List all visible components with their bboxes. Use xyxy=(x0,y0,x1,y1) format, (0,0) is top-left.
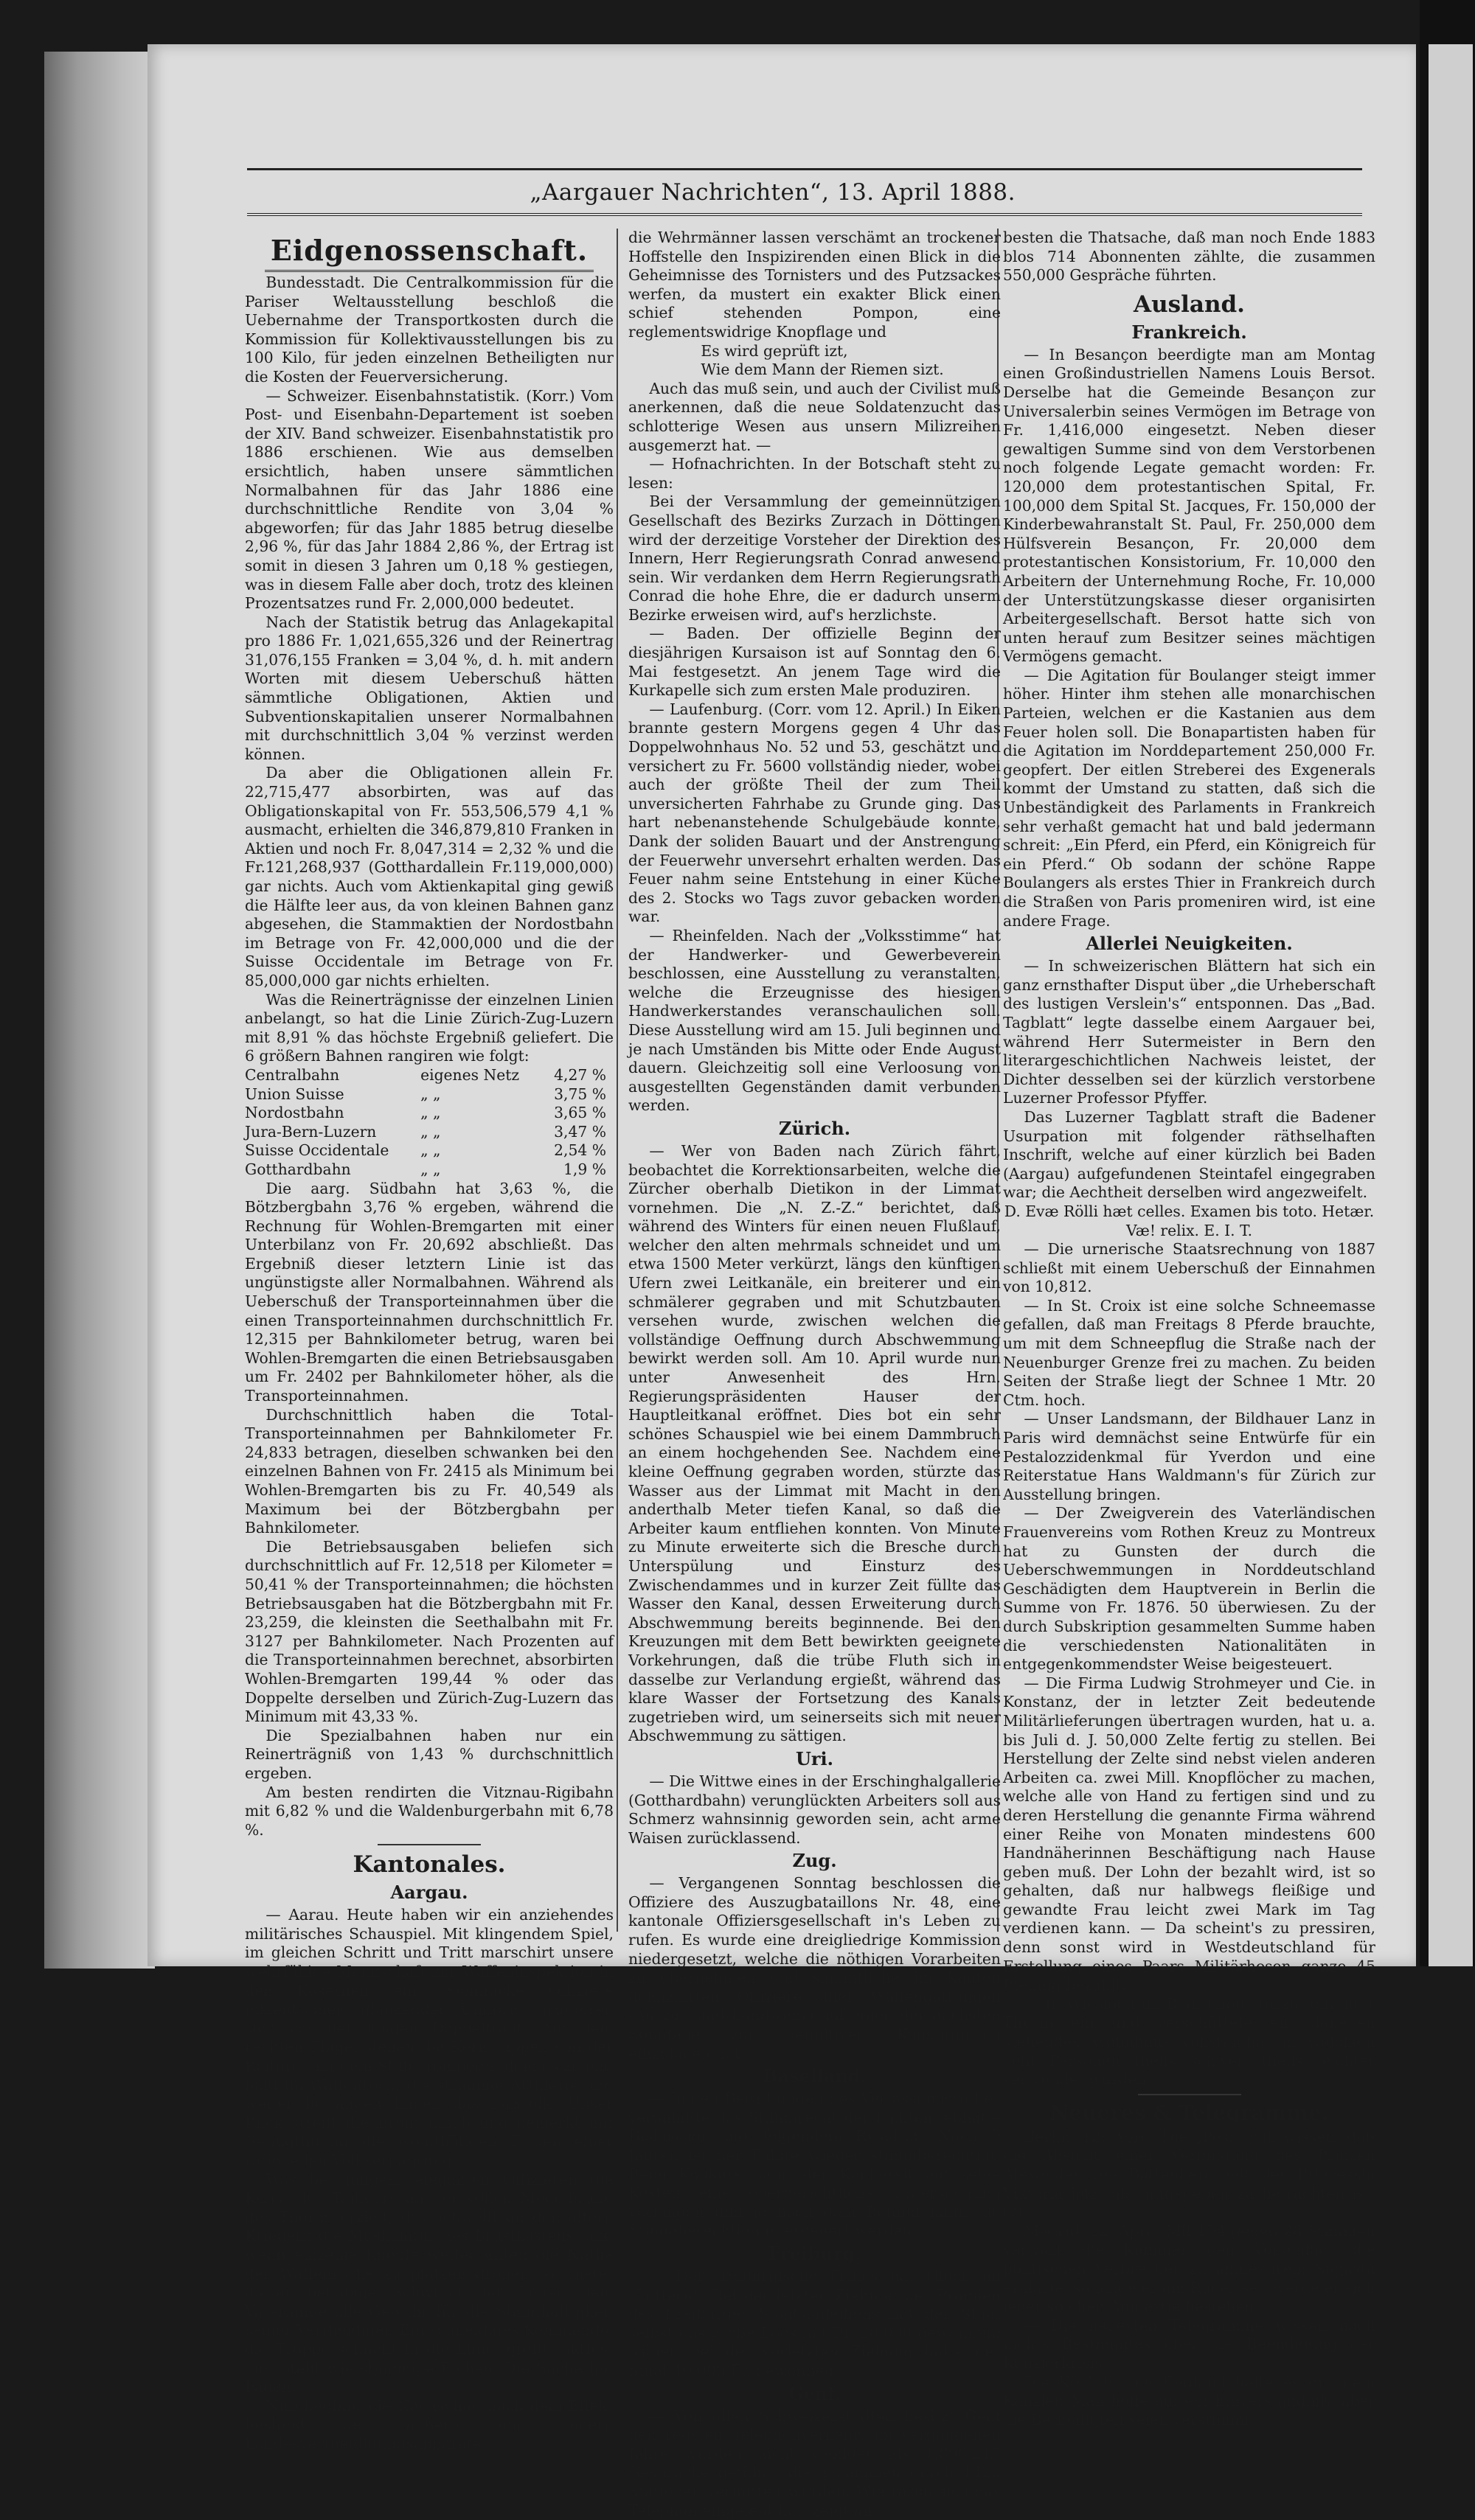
article-paragraph: — Der freiburgische Fiskus hat Glück im „Lottern“. Bei der letzten Ziehung der Prämien des Freiburger Staatsanleihens hat der Staat selbst das große Loos mit Fr. 20,000 gewonnen; früher, bei der vorletzten Ziehung hatte der Staat 10,000 Fr. gewonnen. xyxy=(628,2266,1001,2379)
inscription-text: D. Evæ Rölli hæt celles. Examen bis toto. Hetær. Væ! relix. E. I. T. xyxy=(1004,1202,1375,1239)
article-paragraph: — In schweizerischen Blättern hat sich ein ganz ernsthafter Disput über „die Urheberschaft des lustigen Verslein's“ entsponnen. Das „Bad. Tagblatt“ legte dasselbe einem Aargauer bei, während Herr Sutermeister in Bern den literargeschichtlichen Nachweis leistet, der Dichter desselben sei der kürzlich verstorbene Luzerner Professor Pfyffer. xyxy=(1003,957,1375,1107)
column-rule xyxy=(617,229,618,1932)
article-paragraph: Was bei jungen, eleganten Offizieren die Kunst des Tailleurs an der vollen Modellirung des Thorax erzielt, das schwellt an den ältern Kriegern die Muskulatur des Brustkastens, und wenn einzelne Knöpfe weiter unten die Näthe der Waffenröcke zu platzen drohen, so bietet dieser behäbige Schwung der Linien dem Vaterlande alle Gewähr für die Standhaftigkeit seiner Vertheidiger. Ein schneidiges Kommando, die Truppe schnellt in die Linie, greift taktfest aus, steht wie stämmige Eichen. Die Sache hat Faden. xyxy=(245,2170,614,2396)
canton-heading: Zürich. xyxy=(778,1117,851,1139)
table-cell: Nordostbahn xyxy=(245,1104,344,1122)
article-paragraph: — Die Firma Ludwig Strohmeyer und Cie. in Konstanz, der in letzter Zeit bedeutende Militärlieferungen übertragen wurden, hat u. a. bis Juli d. J. 50,000 Zelte fertig zu stellen. Bei Herstellung der Zelte sind nebst vielen anderen Arbeiten ca. zwei Mill. Knopflöcher zu machen, welche alle von Hand zu fertigen sind und zu deren Herstellung die genannte Firma während einer Reihe von Monaten mindestens 600 Handnäherinnen Beschäftigung nach Hause geben muß. Der Lohn der bezahlt wird, ist so gehalten, daß nur halbwegs fleißige und gewandte Frau leicht zwei Mark im Tag verdienen kann. — Da scheint's zu pressiren, denn sonst wird in Westdeutschland für Erstellung eines Paars Militärhosen ganze 45 Pfennig bezahlt. xyxy=(1003,1674,1375,1994)
table-cell: 3,47 % xyxy=(554,1122,606,1141)
table-cell: „ „ xyxy=(420,1160,441,1178)
article-paragraph: — Vergangenen Sonntag beschlossen die Offiziere des Auszugbataillons Nr. 48, eine kantonale Offiziersgesellschaft in's Leben zu rufen. Es wurde eine dreigliedrige Kommission niedergesetzt, welche die nöthigen Vorarbeiten zu übernehmen und sämmtliche im Kanton domizilirten Offiziere aller Waffengattungen (Auszug und Landwehr) auf einen der nächsten Sonntage zur definitiven Konstituirung einzuladen hat. xyxy=(628,1874,1001,2062)
section-heading: Neueres & Telegramme. xyxy=(1049,2100,1329,2125)
article-paragraph: — Die urnerische Staatsrechnung von 1887 schließt mit einem Ueberschuß der Einnahmen von 10,812. xyxy=(1003,1240,1375,1296)
article-paragraph: Das Luzerner Tagblatt straft die Badener Usurpation mit folgender räthselhaften Inschrift, welche auf einer kürzlich bei Baden (Aargau) aufgefundenen Steintafel eingegraben war; die Aechtheit derselben wird angezweifelt. xyxy=(1003,1107,1375,1202)
article-paragraph: Die Betriebsausgaben beliefen sich durchschnittlich auf Fr. 12,518 per Kilometer = 50,41 % der Transporteinnahmen; die höchsten Betriebsausgaben hat die Bötzbergbahn mit Fr. 23,259, die kleinsten die Seethalbahn mit Fr. 3127 per Bahnkilometer. Nach Prozenten auf die Transporteinnahmen berechnet, absorbirten Wohlen-Bremgarten 199,44 % oder das Doppelte derselben und Zürich-Zug-Luzern das Minimum mit 43,33 %. xyxy=(245,1537,614,1726)
section-divider xyxy=(1138,2094,1241,2095)
canton-heading: Zug. xyxy=(792,1850,837,1872)
table-cell: 1,9 % xyxy=(563,1160,606,1178)
article-paragraph: Durchschnittlich haben die Total-Transporteinnahmen per Bahnkilometer Fr. 24,833 betragen, dieselben schwanken bei den einzelnen Bahnen von Fr. 2415 als Minimum bei Wohlen-Bremgarten bis zu Fr. 40,549 als Maximum bei der Bötzbergbahn per Bahnkilometer. xyxy=(245,1405,614,1537)
article-paragraph: — Laufenburg. (Corr. vom 12. April.) In Eiken brannte gestern Morgens gegen 4 Uhr das Doppelwohnhaus No. 52 und 53, geschätzt und versichert zu Fr. 5600 vollständig nieder, wobei auch der größte Theil der zum Theil unversicherten Fahrhabe zu Grunde ging. Das hart nebenanstehende Schulgebäude konnte, Dank der soliden Bauart und der Anstrengung der Feuerwehr unversehrt erhalten werden. Das Feuer nahm seine Entstehung in einer Küche des 2. Stocks wo Tags zuvor gebacken worden war. xyxy=(628,700,1001,926)
masthead-title: „Aargauer Nachrichten“, 13. April 1888. xyxy=(530,179,1016,206)
canton-heading: Uri. xyxy=(795,1747,834,1769)
table-row xyxy=(245,1141,614,1160)
article-paragraph: die Wehrmänner lassen verschämt an trockener Hoffstelle den Inspizirenden einen Blick in die Geheimnisse des Tornisters und des Putzsackes werfen, da mustert ein exakter Blick einen schief stehenden Pompon, eine reglementswidrige Knopflage und xyxy=(628,229,1001,341)
article-paragraph: — Unser Landsmann, der Bildhauer Lanz in Paris wird demnächst seine Entwürfe für ein Pestalozzidenkmal für Yverdon und eine Reiterstatue Hans Waldmann's für Zürich zur Ausstellung bringen. xyxy=(1003,1410,1375,1503)
article-paragraph: — Von allen Schweizerstädten besitzt Genf den regsten Telephonverkehr; im vergangenen Jahre wurden nicht weniger als 1,896,215 Gespräche geführt, die zusammen durch 1429 Stationen vermittelt wurden. Wie rasch sich das Telephon eingelebt hat, zeigt am xyxy=(628,2406,1001,2519)
section-divider xyxy=(378,1844,481,1845)
table-cell: Jura-Bern-Luzern xyxy=(245,1122,377,1141)
table-cell: eigenes Netz xyxy=(420,1065,520,1084)
table-cell: 4,27 % xyxy=(554,1065,606,1084)
article-paragraph: — In Wiesloch im Badischen stürzte ein alter Thurm ein und verschüttete ein daneben stehendes Wohnhaus vollständig, in welchem acht Personen theils schwer, theils leichter verwundet wurden. xyxy=(1003,1994,1375,2089)
table-row xyxy=(245,1066,614,1085)
table-cell: Centralbahn xyxy=(245,1065,340,1084)
section-heading: Ausland. xyxy=(1134,290,1245,318)
article-paragraph: — Schweizer. Eisenbahnstatistik. (Korr.) Vom Post- und Eisenbahn-Departement ist soeben der XIV. Band schweizer. Eisenbahnstatistik pro 1886 erschienen. Wie aus demselben ersichtlich, haben unsere sämmtlichen Normalbahnen für das Jahr 1886 eine durchschnittliche Rendite von 3,04 % abgeworfen; für das Jahr 1885 betrug dieselbe 2,96 %, für das Jahr 1884 2,86 %, der Ertrag ist somit in diesen 3 Jahren um 0,18 % gestiegen, was in diesem Falle aber doch, trotz des kleinen Prozentsatzes rund Fr. 2,000,000 bedeutet. xyxy=(245,386,614,613)
table-row xyxy=(245,1104,614,1123)
table-cell: Union Suisse xyxy=(245,1085,344,1103)
article-paragraph: Auch das muß sein, und auch der Civilist muß anerkennen, daß die neue Soldatenzucht das schlotterige Wesen aus unsern Milizreihen ausgemerzt hat. — xyxy=(628,379,1001,454)
page-header xyxy=(247,168,1362,216)
section-heading-text: Eidgenossenschaft. xyxy=(265,232,594,272)
article-paragraph: Die Königin von England halte es mit dem Kanzler. Man hoffe auf ein Einverständniß, aber die Betheiligten seien verstimmt. xyxy=(1003,2373,1375,2429)
table-cell: 2,54 % xyxy=(554,1141,606,1160)
article-paragraph: Die Spezialbahnen haben nur ein Reinerträgniß von 1,43 % durchschnittlich ergeben. xyxy=(245,1726,614,1782)
article-paragraph: — Baden. Der offizielle Beginn der diesjährigen Kursaison ist auf Sonntag den 6. Mai festgesetzt. An jenem Tage wird die Kurkapelle sich zum ersten Male produziren. xyxy=(628,624,1001,700)
table-cell: „ „ xyxy=(420,1141,441,1160)
table-cell: 3,65 % xyxy=(554,1104,606,1122)
article-paragraph: — Aarau. Heute haben wir ein anziehendes militärisches Schauspiel. Mit klingendem Spiel, im gleichen Schritt und Tritt marschirt unsere wehrfähige Mannschaft zur Waffeninspektion in den Kasernen ein. Schmucke Offiziere inkleidsamer, glänzender Uniform gruppiren sich vor der langen Doppelfront. Auf dem rechten Flügel stehen die Kerntruppen von der Reiterei mit dem Stabstrompeter, dem es zu eng bald im Waffenrock, die stramme Artillerie und weiter in langen Linien das Fußvolk. Unser Blick streift die Front hinab und bemerkt mit Genugthuung die wohlthätigen Folgen einer rationellen Volksernährung. xyxy=(245,1906,614,2169)
section-heading xyxy=(245,232,614,272)
table-row xyxy=(245,1085,614,1104)
column-1 xyxy=(245,229,614,2452)
canton-heading: Baselland. xyxy=(763,2065,867,2087)
canton-heading: Aargau. xyxy=(390,1882,468,1904)
article-paragraph: Am besten rendirten die Vitznau-Rigibahn mit 6,82 % und die Waldenburgerbahn mit 6,78 %. xyxy=(245,1783,614,1839)
table-cell: Gotthardbahn xyxy=(245,1160,351,1178)
section-heading: Allerlei Neuigkeiten. xyxy=(1086,933,1293,955)
article-paragraph: — Die Wittwe eines in der Erschinghalgallerie (Gotthardbahn) verunglückten Arbeiters soll aus Schmerz wahnsinnig geworden sein, acht arme Waisen zurücklassend. xyxy=(628,1772,1001,1847)
column-2 xyxy=(628,229,1001,2519)
table-row xyxy=(245,1160,614,1180)
article-paragraph: Die aarg. Südbahn hat 3,63 %, die Bötzbergbahn 3,76 % ergeben, während die Rechnung für Wohlen-Bremgarten mit einer Unterbilanz von Fr. 20,692 abschließt. Das Ergebniß dieser letztern Linie ist das ungünstigste aller Normalbahnen. Während als Ueberschuß der Transporteinnahmen über die einen Transporteinnahmen durchschnittlich Fr. 12,315 per Bahnkilometer betrug, waren bei Wohlen-Bremgarten die einen Betriebsausgaben um Fr. 2402 per Bahnkilometer höher, als die Transporteinnahmen. xyxy=(245,1179,614,1405)
table-row xyxy=(245,1123,614,1142)
article-paragraph: Was die Reinerträgnisse der einzelnen Linien anbelangt, so hat die Linie Zürich-Zug-Luzern mit 8,91 % das höchste Ergebniß geliefert. Die 6 größern Bahnen rangiren wie folgt: xyxy=(245,990,614,1065)
column-3 xyxy=(1003,229,1375,2429)
article-paragraph: Bundesstadt. Die Centralkommission für die Pariser Weltausstellung beschloß die Uebernahme der Transportkosten durch die Kommission für Kollektivausstellungen bis zu 100 Kilo, für jeden einzelnen Betheiligten nur die Kosten der Feuerversicherung. xyxy=(245,274,614,386)
article-paragraph: — In Besançon beerdigte man am Montag einen Großindustriellen Namens Louis Bersot. Derselbe hat die Gemeinde Besançon zur Universalerbin seines Vermögen im Betrage von Fr. 1,416,000 eingesetzt. Neben dieser gewaltigen Summe sind von dem Verstorbenen noch folgende Legate gemacht worden: Fr. 120,000 dem protestantischen Spital, Fr. 100,000 dem Spital St. Jacques, Fr. 150,000 der Kinderbewahranstalt St. Paul, Fr. 250,000 dem Hülfsverein Besançon, Fr. 20,000 dem protestantischen Konsistorium, Fr. 10,000 den Arbeitern der Unternehmung Roche, Fr. 10,000 der Unterstützungskasse dieser organisirten Arbeitergesellschaft. Bersot hatte sich von unten herauf zum Besitzer seines mächtigen Vermögens gemacht. xyxy=(1003,345,1375,666)
book-binding xyxy=(44,52,155,1969)
adjacent-page-sheet xyxy=(1429,44,1473,1966)
article-paragraph: Nach der Statistik betrug das Anlagekapital pro 1886 Fr. 1,021,655,326 und der Reinertrag 31,076,155 Franken = 3,04 %, d. h. mit andern Worten mit diesem Ueberschuß hätten sämmtliche Obligationen, Aktien und Subventionskapitalien unserer Normalbahnen mit durchschnittlich 3,04 % verzinst werden können. xyxy=(245,613,614,763)
table-cell: 3,75 % xyxy=(554,1085,606,1103)
article-paragraph: Da aber die Obligationen allein Fr. 22,715,477 absorbirten, was auf das Obligationskapital von Fr. 553,506,579 4,1 % ausmacht, erhielten die 346,879,810 Franken in Aktien und noch Fr. 8,047,314 = 2,32 % und die Fr.121,268,937 (Gotthardallein Fr.119,000,000) gar nichts. Auch vom Aktienkapital ging gewiß die Hälfte leer aus, da von kleinen Bahnen ganz abgesehen, die Stammaktien der Nordostbahn im Betrage von Fr. 42,000,000 und die der Suisse Occidentale im Betrage von Fr. 85,000,000 gar nichts erhielten. xyxy=(245,764,614,989)
article-paragraph: — Hofnachrichten. In der Botschaft steht zu lesen: xyxy=(628,455,1001,492)
canton-heading: Freiburg. xyxy=(768,2242,861,2264)
verse-line: Wie dem Mann der Riemen sizt. xyxy=(701,361,944,379)
article-paragraph: — Rheinfelden. Nach der „Volksstimme“ hat der Handwerker- und Gewerbeverein beschlossen, eine Ausstellung zu veranstalten, welche die Erzeugnisse des hiesigen Handwerkerstandes veranschaulichen soll. Diese Ausstellung wird am 15. Juli beginnen und je nach Umständen bis Mitte oder Ende August dauern. Gleichzeitig soll eine Verloosung von ausgestellten Gegenständen damit verbunden werden. xyxy=(628,926,1001,1115)
article-paragraph: — Die neuesten Telegramme wissen noch nichts Bestimmtes über die Beendigung der Kanzlerkrisis. xyxy=(1003,2316,1375,2372)
article-paragraph: — In St. Croix ist eine solche Schneemasse gefallen, daß man Freitags 8 Pferde brauchte, um mit dem Schneepflug die Straße nach der Neuenburger Grenze frei zu machen. Zu beiden Seiten der Straße liegt der Schnee 1 Mtr. 20 Ctm. hoch. xyxy=(1003,1296,1375,1409)
table-cell: „ „ xyxy=(420,1122,441,1141)
article-paragraph: Nun beginnt die Nachschau nach dem Effekt bestand der äußern und innern Landesvertheidigungsapparate; xyxy=(245,2396,614,2452)
article-paragraph: — In den Berathungen des Verfassungsrathes veranlaßte das Stimmrecht der Falliten lebhafte Diskussion mit folgendem Resultat: Nach 5 Jahren ist der Fallite wieder stimmberechtigt. Beim Konkurs kann der Konkursit auf seine Kosten eine obergerichtliche Untersuchung verlangen und je nach dem Befund kann die Stimmberechtigung erneuert werden. xyxy=(628,2089,1001,2240)
article-paragraph: — Der Zweigverein des Vaterländischen Frauenvereins vom Rothen Kreuz zu Montreux hat zu Gunsten der durch die Ueberschwemmungen in Norddeutschland Geschädigten dem Hauptverein in Berlin die Summe von Fr. 1876. 50 überwiesen. Zu der durch Subskription gesammelten Summe haben die verschiedensten Nationalitäten in entgegenkommendster Weise beigesteuert. xyxy=(1003,1504,1375,1674)
table-cell: „ „ xyxy=(420,1085,441,1103)
article-paragraph: Berlin, 12. April. Die „Post“ will wissen, daß die Absicht einer Verbindung des Prinzen Alexander von Battenberg mit der Prinzessin Viktoria jetzt als aufgegeben zu betrachten ist. (?) xyxy=(1003,2127,1375,2221)
article-paragraph: — Wer von Baden nach Zürich fährt, beobachtet die Korrektionsarbeiten, welche die Zürcher oberhalb Dietikon in der Limmat vornehmen. Die „N. Z.-Z.“ berichtet, daß während des Winters für einen neuen Flußlauf, welcher den alten mehrmals schneidet und um etwa 1500 Meter verkürzt, längs den künftigen Ufern zwei Leitkanäle, ein breiterer und ein schmälerer gegraben und mit Schutzbauten versehen wurde, zwischen welchen die vollständige Oeffnung durch Abschwemmung bewirkt werden soll. Am 10. April wurde nun unter Anwesenheit des Hrn. Regierungspräsidenten Hauser der Hauptleitkanal eröffnet. Dies bot ein sehr schönes Schauspiel wie bei einem Dammbruch an einem hochgehenden See. Nachdem eine kleine Oeffnung gegraben worden, stürzte das Wasser aus der Limmat mit Macht in den anderthalb Meter tiefen Kanal, so daß die Arbeiter kaum entfliehen konnten. Von Minute zu Minute erweiterte sich die Bresche durch Unterspülung und Einsturz des Zwischendammes und in kurzer Zeit füllte das Wasser den Kanal, dessen Erweiterung durch Abschwemmung bereits beginnende. Bei den Kreuzungen mit dem Bett bewirkten geeignete Vorkehrungen, daß die trübe Fluth sich in dasselbe zur Verlandung ergießt, während das klare Wasser der Fortsetzung des Kanals zugetrieben wird, um seinerseits sich mit neuer Abschwemmung zu sättigen. xyxy=(628,1141,1001,1745)
section-heading: Kantonales. xyxy=(353,1851,506,1879)
canton-heading: Genf. xyxy=(788,2382,841,2404)
country-heading: Frankreich. xyxy=(1131,321,1247,343)
article-paragraph: Bei der Versammlung der gemeinnützigen Gesellschaft des Bezirks Zurzach in Döttingen wird der derzeitige Vorsteher der Direktion des Innern, Herr Regierungsrath Conrad anwesend sein. Wir verdanken dem Herrn Regierungsrath Conrad die hohe Ehre, die er dadurch unserm Bezirke erweisen wird, auf's herzlichste. xyxy=(628,492,1001,624)
railway-returns-table xyxy=(245,1066,614,1180)
table-cell: „ „ xyxy=(420,1104,441,1122)
verse-line: Es wird geprüft izt, xyxy=(701,341,848,360)
table-cell: Suisse Occidentale xyxy=(245,1141,389,1160)
adjacent-page-edge xyxy=(1420,0,1475,1966)
article-paragraph: besten die Thatsache, daß man noch Ende 1883 blos 714 Abonnenten zählte, die zusammen 550,000 Gespräche führten. xyxy=(1003,229,1375,285)
article-paragraph: — Die Agitation für Boulanger steigt immer höher. Hinter ihm stehen alle monarchischen Parteien, welchen er die Kastanien aus dem Feuer holen soll. Die Bonapartisten haben für die Agitation im Norddepartement 250,000 Fr. geopfert. Der eitlen Streberei des Exgenerals kommt der Umstand zu statten, daß sich die Unbeständigkeit des Parlaments in Frankreich sehr verhaßt gemacht hat und bald jedermann schreit: „Ein Pferd, ein Pferd, ein Königreich für ein Pferd.“ Ob sodann der schöne Rappe Boulangers als erstes Thier in Frankreich durch die Straßen von Paris promeniren wird, ist eine andere Frage. xyxy=(1003,666,1375,930)
article-paragraph: Madrid, 12. April. Mit 154 gegen 28 Stimmen verwarf die Kammer den Vorschlag, die politischen Verbrecher zu amnestiren; Sagasta erklärte, so lange er am Ruder sei, werde er sich jeder solchen Amnestie bestehen. xyxy=(1003,2221,1375,2316)
